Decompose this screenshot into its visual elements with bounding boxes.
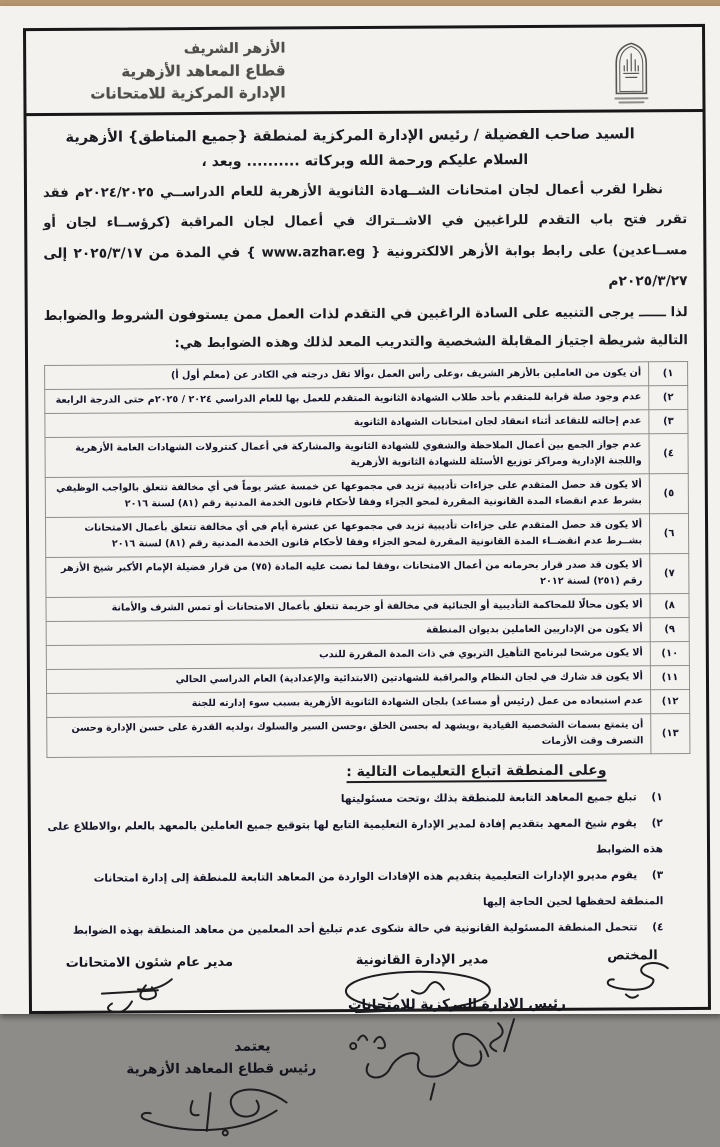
table-row: [46, 554, 689, 598]
approve-label: يعتمد: [234, 1038, 271, 1055]
note-paragraph: لذا ــــــ يرجى التنبيه على السادة الراغبين في التقدم لذات العمل ممن يستوفون الشروط والضوابط التالية شريطة اجتياز المقابلة الشخصية والتدريب المعد لذلك وهذه الضوابط هي:: [43, 305, 688, 352]
instruction-number: ٢): [651, 817, 663, 830]
condition-number: ١٢): [651, 690, 690, 714]
intro-paragraph: [43, 175, 688, 301]
sector-head-label: رئيس قطاع المعاهد الأزهرية: [126, 1060, 317, 1078]
instructions-title: وعلى المنطقة اتباع التعليمات التالية :: [47, 762, 691, 782]
condition-number: ٥): [649, 474, 688, 514]
condition-text: ألا يكون محالًا للمحاكمة التأديبية أو الجنائية في مخالفة أو جريمة تتعلق بأعمال الامتحانات أو تمس الشرف والأمانة: [46, 594, 650, 622]
portal-url: { www.azhar.eg }: [246, 244, 381, 261]
table-row: [47, 714, 690, 758]
legal-director-label: مدير الإدارة القانونية: [355, 952, 489, 969]
condition-number: ١): [649, 362, 688, 386]
condition-number: ٩): [650, 618, 689, 642]
application-period: في المدة من ٢٠٢٥/٣/١٧ إلى ٢٠٢٥/٣/٢٧م: [43, 244, 688, 290]
specialist-signature: [596, 958, 674, 1004]
exams-director-signature: [88, 971, 184, 1022]
letter-body: [27, 112, 709, 1147]
condition-text: أن يكون من العاملين بالأزهر الشريف ،وعلى رأس العمل ،وألا تقل درجته في الكادر عن (معلم أول أ): [45, 362, 649, 390]
org-line-1: الأزهر الشريف: [183, 40, 286, 58]
condition-number: ٦): [649, 514, 688, 554]
conditions-table: [44, 361, 690, 758]
condition-text: ألا يكون قد حصل المتقدم على جزاءات تأديبية تزيد في مجموعها عن خمسة عشر يوماً في أي مخالفة تتعلق بالواجب الوظيفي بشرط عدم انقضاء المدة القانونية المقررة لمحو الجزاء وفقا لأحكام قانون الخدمة المدنية رقم (٨١) لسنة ٢٠١٦: [45, 474, 649, 518]
condition-number: ١٣): [651, 714, 690, 754]
paper-sheet: [0, 6, 720, 1078]
table-row: [45, 514, 688, 558]
condition-text: أن يتمتع بسمات الشخصية القيادية ،ويشهد له بحسن الخلق ،وحسن السير والسلوك ،ولديه القدرة على حسن الإدارة وحسن التصرف وقت الأزمات: [47, 714, 651, 758]
table-row: [45, 474, 688, 518]
condition-number: ١١): [650, 666, 689, 690]
condition-text: ألا يكون من الإداريين العاملين بديوان المنطقة: [46, 618, 650, 646]
instruction-text: يقوم مديرو الإدارات التعليمية بتقديم هذه الإفادات الواردة من المعاهد التابعة للمنطقة إلى إدارة امتحانات المنطقة لحفظها لحين الحاجة إليها: [93, 869, 664, 909]
instruction-number: ١): [651, 791, 663, 804]
instruction-text: يقوم شيخ المعهد بتقديم إفادة لمدير الإدارة التعليمية التابع لها بتوقيع جميع العاملين بالمعهد بالعلم ،والاطلاع على هذه الضوابط: [47, 817, 664, 856]
instruction-text: تتحمل المنطقة المسئولية القانونية في حالة شكوى عدم تبليغ أحد المعلمين من معاهد المنطقة بهذه الضوابط: [72, 921, 638, 937]
exams-director-label: مدير عام شئون الامتحانات: [65, 954, 234, 971]
condition-text: ألا يكون قد صدر قرار بحرمانه من أعمال الامتحانات ،وفقا لما نصت عليه المادة (٧٥) من قرار فضيلة الإمام الأكبر شيخ الأزهر رقم (٢٥١) لسنة ٢٠١٢: [46, 554, 650, 598]
condition-text: عدم استبعاده من عمل (رئيس أو مساعد) بلجان الشهادة الثانوية الأزهرية بسبب سوء إدارته للجنة: [47, 690, 651, 718]
letterhead: [26, 27, 703, 116]
greeting-line: السلام عليكم ورحمة الله وبركاته .......... وبعد ،: [201, 152, 529, 171]
list-item: [47, 862, 663, 918]
condition-number: ٤): [649, 434, 688, 474]
page-border-frame: [23, 24, 711, 1078]
condition-text: عدم إحالته للتقاعد أثناء انعقاد لجان امتحانات الشهادة الثانوية: [45, 410, 649, 438]
condition-text: ألا يكون مرشحا لبرنامج التأهيل التربوي في ذات المدة المقررة للندب: [46, 642, 650, 670]
intro-text: نظرا لقرب أعمال لجان امتحانات الشــهادة الثانوية الأزهرية للعام الدراســي ٢٠٢٤/٢٠٢٥م فقد تقرر فتح باب التقدم للراغبين في الاشــتراك في أعمال لجان المراقبة (كرؤســاء لجان أو مســاعدين) على رابط بوابة الأزهر الالكترونية: [42, 182, 688, 260]
instruction-number: ٣): [651, 869, 664, 882]
list-item: [47, 914, 663, 944]
condition-text: ألا يكون قد شارك في لجان النظام والمراقبة للشهادتين (الابتدائية والإعدادية) العام الدراسي الحالي: [46, 666, 650, 694]
condition-text: عدم وجود صلة قرابة للمتقدم بأحد طلاب الشهادة الثانوية المتقدم للعمل بها للعام الدراسي ٢٠٢٤ / ٢٠٢٥م حتى الدرجة الرابعة: [45, 386, 649, 414]
azhar-emblem-icon: [608, 41, 654, 105]
condition-text: عدم جواز الجمع بين أعمال الملاحظة والشفوي للشهادة الثانوية والمشاركة في أعمال كنترولات الشهادات العامة الأزهرية واللجنة الإدارية ومراكز توزيع الأسئلة للشهادة الثانوية الأزهرية: [45, 434, 649, 478]
condition-number: ٧): [650, 554, 689, 594]
sector-head-signature: [136, 1078, 296, 1141]
organization-name: [90, 37, 286, 104]
instructions-list: [47, 784, 692, 944]
condition-number: ١٠): [650, 642, 689, 666]
instruction-text: تبلغ جميع المعاهد التابعة للمنطقة بذلك ،وتحت مسئوليتها: [340, 791, 637, 806]
table-row: [45, 434, 688, 478]
signature-block: [48, 948, 693, 1147]
condition-number: ٣): [649, 410, 688, 434]
condition-number: ٢): [649, 386, 688, 410]
list-item: [47, 784, 663, 814]
org-line-2: قطاع المعاهد الأزهرية: [121, 61, 286, 81]
emblem-caption: [608, 97, 654, 103]
specialist-label: المختص: [607, 948, 658, 964]
central-head-label: رئيس الإدارة المركزية للامتحانات: [347, 995, 566, 1014]
condition-text: ألا يكون قد حصل المتقدم على جزاءات تأديبية تزيد في مجموعها عن عشرة أيام في أي مخالفة تتعلق بأعمال الامتحانات بشــرط عدم انقضــاء المدة القانونية المقررة لمحو الجزاء وفقا لأحكام قانون الخدمة المدنية رقم (٨١) لسنة ٢٠١٦: [45, 514, 649, 558]
list-item: [47, 810, 663, 866]
addressee-line: السيد صاحب الفضيلة / رئيس الإدارة المركزية لمنطقة {جميع المناطق} الأزهرية: [65, 126, 635, 146]
condition-number: ٨): [650, 594, 689, 618]
instruction-number: ٤): [652, 921, 664, 934]
org-line-3: الإدارة المركزية للامتحانات: [90, 83, 286, 103]
central-head-signature: [338, 1011, 529, 1107]
